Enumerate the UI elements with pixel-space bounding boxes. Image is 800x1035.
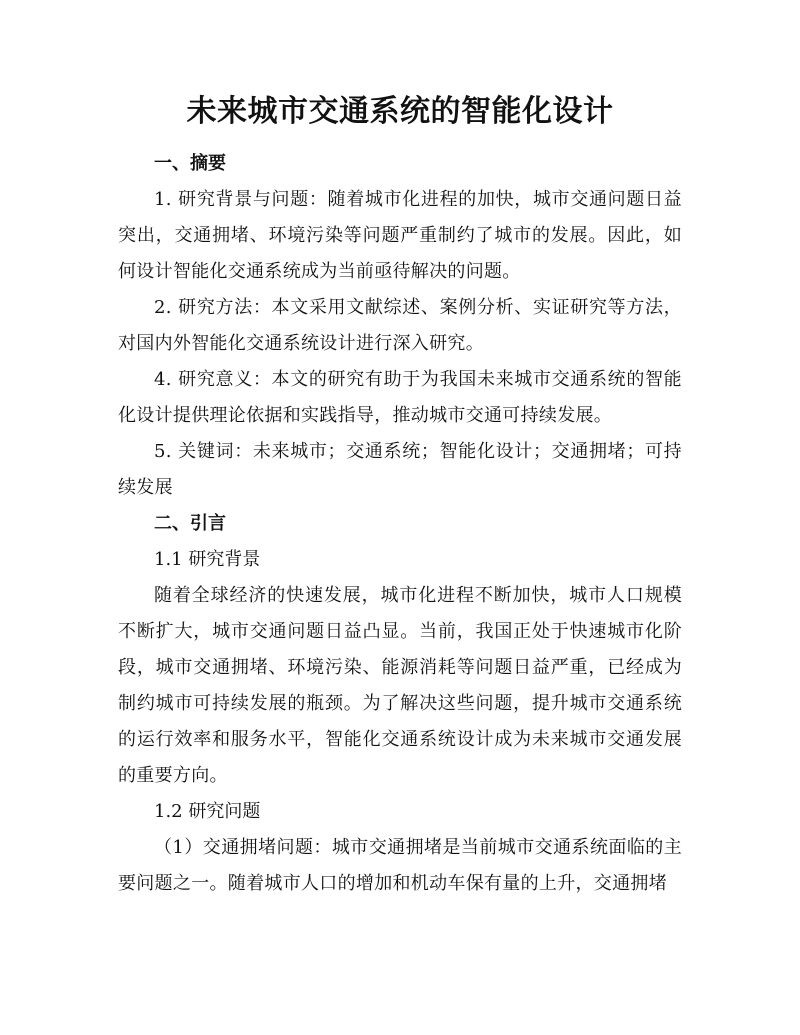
section-heading-abstract: 一、摘要	[154, 153, 226, 174]
questions-paragraph: （1）交通拥堵问题：城市交通拥堵是当前城市交通系统面临的主要问题之一。随着城市人口的增加和机动车保有量的上升，交通拥堵	[118, 837, 682, 894]
abstract-paragraph-method: 2. 研究方法：本文采用文献综述、案例分析、实证研究等方法，对国内外智能化交通系统设计进行深入研究。	[118, 297, 682, 354]
document-title: 未来城市交通系统的智能化设计	[186, 94, 614, 129]
abstract-paragraph-keywords: 5. 关键词：未来城市；交通系统；智能化设计；交通拥堵；可持续发展	[118, 441, 682, 498]
subsection-title-questions: 1.2 研究问题	[154, 801, 261, 822]
background-paragraph: 随着全球经济的快速发展，城市化进程不断加快，城市人口规模不断扩大，城市交通问题日益凸显。当前，我国正处于快速城市化阶段，城市交通拥堵、环境污染、能源消耗等问题日益严重，已经成为制约城市可持续发展的瓶颈。为了解决这些问题，提升城市交通系统的运行效率和服务水平，智能化交通系统设计成为未来城市交通发展的重要方向。	[118, 585, 682, 786]
abstract-paragraph-background: 1. 研究背景与问题：随着城市化进程的加快，城市交通问题日益突出，交通拥堵、环境污染等问题严重制约了城市的发展。因此，如何设计智能化交通系统成为当前亟待解决的问题。	[118, 189, 682, 282]
subsection-title-background: 1.1 研究背景	[154, 549, 261, 570]
abstract-paragraph-significance: 4. 研究意义：本文的研究有助于为我国未来城市交通系统的智能化设计提供理论依据和实践指导，推动城市交通可持续发展。	[118, 369, 682, 426]
section-heading-introduction: 二、引言	[154, 513, 226, 534]
